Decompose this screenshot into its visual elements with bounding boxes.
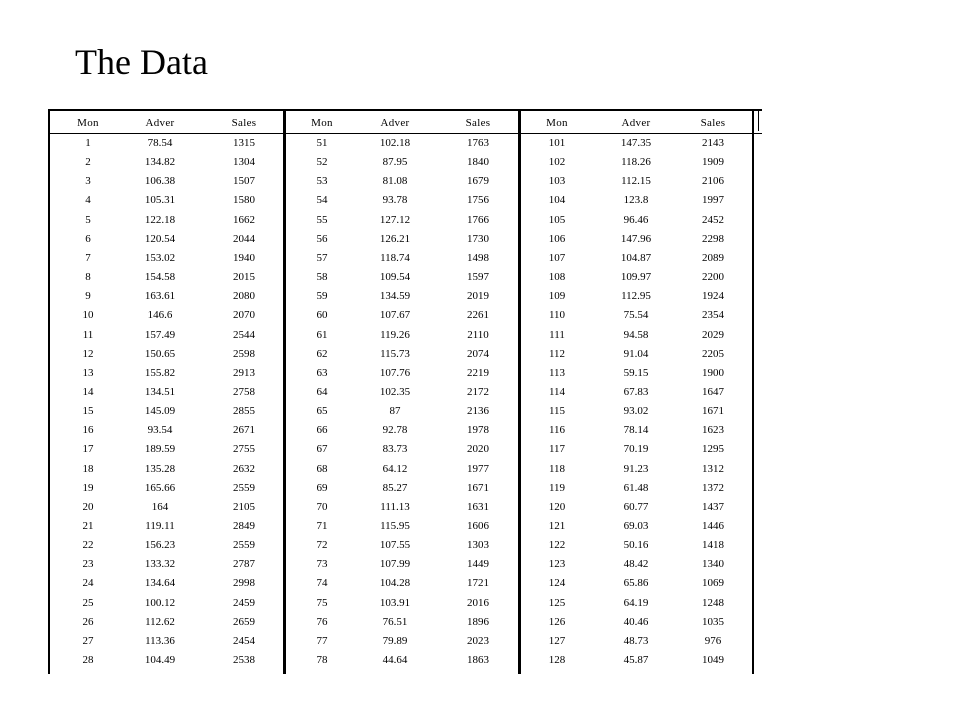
cell-adver: 60.77 [623,500,649,513]
cell-mon: 25 [82,596,94,609]
cell-adver: 164 [151,500,169,513]
cell-adver: 119.11 [145,520,175,532]
cell-sales: 1863 [467,654,489,667]
cell-mon: 55 [316,213,328,226]
cell-adver: 107.55 [379,539,411,552]
cell-adver: 59.15 [623,366,649,379]
cell-sales: 1679 [467,175,489,188]
cell-adver: 87.95 [382,156,408,169]
cell-sales: 1303 [467,539,489,552]
cell-adver: 154.58 [144,271,176,284]
cell-sales: 2459 [233,596,255,609]
cell-mon: 74 [316,577,328,590]
cell-mon: 111 [549,328,565,341]
cell-adver: 69.03 [623,520,649,532]
cell-adver: 118.26 [621,156,651,169]
cell-adver: 120.54 [144,232,176,245]
cell-adver: 94.58 [623,328,649,341]
cell-mon: 11 [82,328,94,341]
cell-sales: 1372 [702,481,724,494]
block-divider [518,109,521,674]
cell-adver: 105.31 [144,194,176,207]
cell-mon: 103 [548,175,566,188]
cell-mon: 57 [316,251,328,264]
cell-sales: 1340 [702,558,724,571]
cell-mon: 52 [316,156,328,169]
cell-adver: 79.89 [382,634,408,647]
cell-mon: 122 [548,539,566,552]
column-header-adver: Adver [380,117,410,129]
cell-sales: 1437 [702,500,724,513]
cell-adver: 83.73 [382,443,408,456]
cell-mon: 2 [85,156,91,169]
cell-adver: 65.86 [623,577,649,590]
cell-sales: 2598 [233,347,255,360]
cell-adver: 112.95 [621,290,651,303]
cell-sales: 2019 [467,290,489,303]
cell-sales: 2143 [702,137,724,149]
cell-mon: 13 [82,366,94,379]
cell-mon: 65 [316,405,328,418]
cell-sales: 1671 [467,481,489,494]
cell-mon: 110 [548,309,566,322]
column-header-adver: Adver [145,117,175,129]
column-header-sales: Sales [465,117,491,129]
cell-adver: 106.38 [144,175,176,188]
cell-adver: 134.51 [144,385,176,398]
cell-adver: 134.64 [144,577,176,590]
cell-mon: 108 [548,271,566,284]
cell-adver: 92.78 [382,424,408,437]
column-header-sales: Sales [231,117,257,129]
block-border-left [48,109,50,674]
cell-mon: 53 [316,175,328,188]
cell-mon: 119 [548,481,566,494]
column-header-adver: Adver [621,117,651,129]
cell-mon: 20 [82,500,94,513]
cell-sales: 1498 [467,251,489,264]
cell-sales: 2029 [702,328,724,341]
cell-sales: 2219 [467,366,489,379]
cell-mon: 124 [548,577,566,590]
cell-mon: 62 [316,347,328,360]
cell-sales: 1312 [702,462,724,475]
cell-sales: 2070 [233,309,255,322]
cell-mon: 105 [548,213,566,226]
cell-sales: 2089 [702,251,724,264]
cell-sales: 2015 [233,271,255,284]
cell-mon: 126 [548,615,566,628]
column-header-mon: Mon [546,117,568,129]
cell-sales: 2538 [233,654,255,667]
cell-sales: 976 [704,634,722,647]
cell-sales: 2105 [233,500,255,513]
cell-sales: 1446 [702,520,724,532]
cell-sales: 1896 [467,615,489,628]
cell-adver: 103.91 [379,596,411,609]
cell-adver: 107.67 [379,309,411,322]
cell-adver: 189.59 [144,443,176,456]
cell-sales: 2080 [233,290,255,303]
cell-sales: 1418 [702,539,724,552]
cell-adver: 104.49 [144,654,176,667]
table-top-rule [48,109,762,111]
column-header-mon: Mon [311,117,333,129]
cell-adver: 111.13 [380,500,410,513]
cell-adver: 100.12 [144,596,176,609]
cell-adver: 93.54 [147,424,173,437]
cell-adver: 115.73 [380,347,410,360]
cell-mon: 117 [548,443,566,456]
cell-mon: 107 [548,251,566,264]
cell-mon: 16 [82,424,94,437]
cell-mon: 128 [548,654,566,667]
cell-sales: 2205 [702,347,724,360]
column-header-mon: Mon [77,117,99,129]
cell-mon: 71 [316,520,328,532]
cell-adver: 134.82 [144,156,176,169]
cell-mon: 123 [548,558,566,571]
cell-adver: 133.32 [144,558,176,571]
cell-mon: 19 [82,481,94,494]
cell-adver: 40.46 [623,615,649,628]
cell-mon: 61 [316,328,328,341]
cell-adver: 45.87 [623,654,649,667]
cell-mon: 78 [316,654,328,667]
cell-adver: 163.61 [144,290,176,303]
cell-sales: 1035 [702,615,724,628]
cell-adver: 165.66 [144,481,176,494]
cell-mon: 102 [548,156,566,169]
cell-adver: 126.21 [379,232,411,245]
cell-adver: 112.62 [145,615,175,628]
cell-adver: 150.65 [144,347,176,360]
cell-mon: 101 [548,137,566,149]
cell-sales: 2758 [233,385,255,398]
cell-sales: 1756 [467,194,489,207]
cell-mon: 27 [82,634,94,647]
page-title: The Data [75,42,208,82]
cell-mon: 69 [316,481,328,494]
cell-adver: 91.04 [623,347,649,360]
cell-adver: 78.54 [147,137,173,149]
cell-adver: 157.49 [144,328,176,341]
cell-sales: 2559 [233,481,255,494]
cell-mon: 5 [85,213,91,226]
cell-mon: 22 [82,539,94,552]
cell-sales: 1597 [467,271,489,284]
cell-sales: 1623 [702,424,724,437]
cell-sales: 1763 [467,137,489,149]
cell-mon: 68 [316,462,328,475]
cell-adver: 134.59 [379,290,411,303]
cell-adver: 61.48 [623,481,649,494]
cell-mon: 109 [548,290,566,303]
cell-mon: 4 [85,194,91,207]
cell-adver: 102.18 [379,137,411,149]
cell-adver: 93.78 [382,194,408,207]
cell-sales: 1997 [702,194,724,207]
cell-sales: 1924 [702,290,724,303]
cell-adver: 75.54 [623,309,649,322]
cell-sales: 2787 [233,558,255,571]
cell-sales: 1940 [233,251,255,264]
cell-mon: 125 [548,596,566,609]
cell-adver: 107.76 [379,366,411,379]
cell-sales: 1721 [467,577,489,590]
cell-sales: 2671 [233,424,255,437]
cell-adver: 48.42 [623,558,649,571]
cell-sales: 1978 [467,424,489,437]
cell-mon: 23 [82,558,94,571]
cell-mon: 72 [316,539,328,552]
cell-sales: 1295 [702,443,724,456]
cell-sales: 1647 [702,385,724,398]
cell-sales: 1900 [702,366,724,379]
cell-mon: 60 [316,309,328,322]
cell-mon: 58 [316,271,328,284]
cell-sales: 2023 [467,634,489,647]
cell-mon: 127 [548,634,566,647]
cell-mon: 104 [548,194,566,207]
cell-mon: 73 [316,558,328,571]
cell-sales: 2855 [233,405,255,418]
cell-mon: 7 [85,251,91,264]
cell-mon: 64 [316,385,328,398]
cell-adver: 113.36 [145,634,175,647]
cell-mon: 21 [82,520,94,532]
cell-adver: 44.64 [382,654,408,667]
cell-mon: 66 [316,424,328,437]
cell-sales: 2106 [702,175,724,188]
cell-mon: 12 [82,347,94,360]
cell-mon: 18 [82,462,94,475]
cell-adver: 135.28 [144,462,176,475]
cell-sales: 1507 [233,175,255,188]
cell-sales: 1449 [467,558,489,571]
cell-sales: 1730 [467,232,489,245]
cell-mon: 75 [316,596,328,609]
cell-sales: 2110 [467,328,489,341]
cell-mon: 114 [548,385,566,398]
cell-adver: 147.35 [620,137,652,149]
cell-sales: 2998 [233,577,255,590]
cell-adver: 145.09 [144,405,176,418]
cell-adver: 102.35 [379,385,411,398]
cell-adver: 64.12 [382,462,408,475]
cell-mon: 70 [316,500,328,513]
cell-adver: 67.83 [623,385,649,398]
cell-sales: 1606 [467,520,489,532]
cell-sales: 2298 [702,232,724,245]
cell-sales: 1631 [467,500,489,513]
cell-sales: 2200 [702,271,724,284]
cell-sales: 1977 [467,462,489,475]
cell-adver: 123.8 [623,194,649,207]
cell-sales: 1909 [702,156,724,169]
cell-mon: 121 [548,520,566,532]
cell-sales: 1304 [233,156,255,169]
cell-adver: 76.51 [382,615,408,628]
cell-adver: 153.02 [144,251,176,264]
cell-sales: 2044 [233,232,255,245]
cell-sales: 2261 [467,309,489,322]
cell-sales: 1766 [467,213,489,226]
cell-mon: 59 [316,290,328,303]
cell-mon: 54 [316,194,328,207]
cell-mon: 112 [548,347,566,360]
cell-sales: 2074 [467,347,489,360]
cell-adver: 146.6 [147,309,173,322]
block-divider [283,109,286,674]
cell-adver: 119.26 [380,328,410,341]
cell-sales: 2632 [233,462,255,475]
cell-sales: 1662 [233,213,255,226]
cell-sales: 1580 [233,194,255,207]
cell-sales: 2172 [467,385,489,398]
cell-mon: 118 [548,462,566,475]
cell-mon: 6 [85,232,91,245]
column-header-sales: Sales [700,117,726,129]
cell-adver: 156.23 [144,539,176,552]
cell-adver: 85.27 [382,481,408,494]
cell-adver: 109.54 [379,271,411,284]
cell-sales: 1049 [702,654,724,667]
cell-sales: 1315 [233,137,255,149]
cell-adver: 107.99 [379,558,411,571]
cell-adver: 93.02 [623,405,649,418]
cell-mon: 28 [82,654,94,667]
cell-adver: 81.08 [382,175,408,188]
cell-mon: 10 [82,309,94,322]
cell-mon: 120 [548,500,566,513]
cell-adver: 127.12 [379,213,411,226]
cell-mon: 1 [85,137,91,149]
cell-mon: 56 [316,232,328,245]
cell-mon: 14 [82,385,94,398]
cell-mon: 51 [316,137,328,149]
cell-adver: 48.73 [623,634,649,647]
cell-sales: 1248 [702,596,724,609]
cell-adver: 87 [389,405,401,418]
cell-adver: 155.82 [144,366,176,379]
cell-mon: 26 [82,615,94,628]
cell-adver: 50.16 [623,539,649,552]
cell-mon: 113 [548,366,566,379]
cell-mon: 63 [316,366,328,379]
cell-mon: 15 [82,405,94,418]
cell-sales: 2755 [233,443,255,456]
cell-sales: 2016 [467,596,489,609]
cell-sales: 2913 [233,366,255,379]
cell-adver: 122.18 [144,213,176,226]
cell-sales: 2136 [467,405,489,418]
cell-sales: 2020 [467,443,489,456]
cell-sales: 1671 [702,405,724,418]
cell-adver: 104.87 [620,251,652,264]
cell-adver: 112.15 [621,175,651,188]
cell-sales: 2849 [233,520,255,532]
cell-mon: 115 [548,405,566,418]
block-border-right [752,109,754,674]
cell-sales: 1069 [702,577,724,590]
cell-adver: 78.14 [623,424,649,437]
cell-adver: 104.28 [379,577,411,590]
cell-adver: 91.23 [623,462,649,475]
cell-sales: 2559 [233,539,255,552]
cell-adver: 115.95 [380,520,410,532]
cell-mon: 76 [316,615,328,628]
cell-mon: 9 [85,290,91,303]
cell-adver: 64.19 [623,596,649,609]
cell-mon: 3 [85,175,91,188]
cell-sales: 2454 [233,634,255,647]
cell-mon: 17 [82,443,94,456]
cell-adver: 70.19 [623,443,649,456]
cell-sales: 2452 [702,213,724,226]
cell-mon: 77 [316,634,328,647]
cell-adver: 96.46 [623,213,649,226]
cell-mon: 8 [85,271,91,284]
block-border-right-outer [758,109,759,131]
cell-sales: 1840 [467,156,489,169]
cell-adver: 118.74 [380,251,410,264]
cell-adver: 109.97 [620,271,652,284]
cell-sales: 2354 [702,309,724,322]
cell-sales: 2659 [233,615,255,628]
header-bottom-rule [48,133,762,134]
cell-adver: 147.96 [620,232,652,245]
cell-sales: 2544 [233,328,255,341]
cell-mon: 67 [316,443,328,456]
cell-mon: 24 [82,577,94,590]
cell-mon: 116 [548,424,566,437]
cell-mon: 106 [548,232,566,245]
